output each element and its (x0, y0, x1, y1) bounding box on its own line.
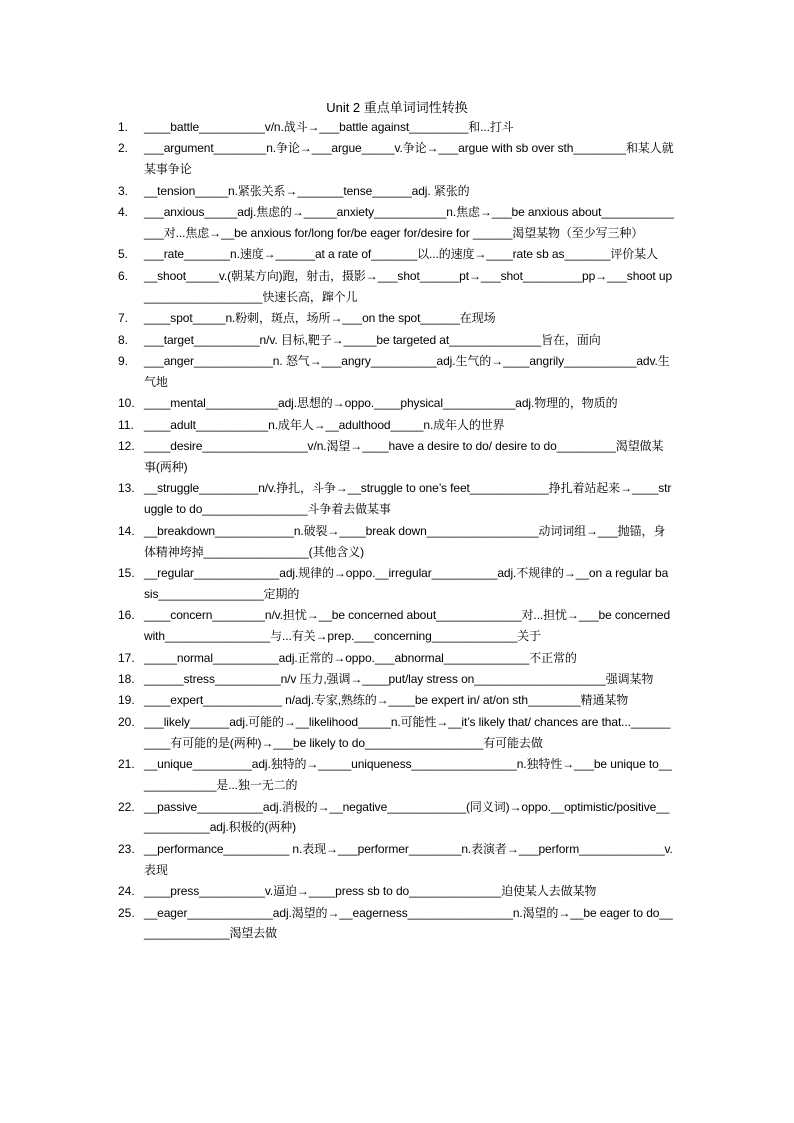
item-number: 17. (118, 650, 135, 665)
list-item (118, 393, 674, 414)
item-number: 25. (118, 905, 135, 920)
item-number: 5. (118, 247, 129, 262)
item-text: ______stress__________n/v 压力,强调→____put/lay stress on____________________强调某物 (144, 672, 654, 687)
item-text: ____spot_____n.粉刺，斑点，场所→___on the spot______在现场 (144, 311, 496, 326)
item-number: 15. (118, 566, 135, 581)
item-number: 20. (118, 714, 135, 729)
list-item (118, 415, 674, 436)
item-number: 16. (118, 608, 135, 623)
item-text: ___argument________n.争论→___argue_____v.争论→___argue with sb over sth________和某人就某事争论 (144, 141, 674, 177)
item-text: ____concern________n/v.担忧→__be concerned about_____________对...担忧→___be concerned with________________与...有关→prep.___concerning_____________关于 (144, 608, 671, 644)
item-number: 12. (118, 439, 135, 454)
item-number: 9. (118, 353, 129, 368)
item-number: 19. (118, 693, 135, 708)
item-text: ____adult___________n.成年人→__adulthood_____n.成年人的世界 (144, 417, 505, 432)
item-number: 3. (118, 183, 129, 198)
item-text: __struggle_________n/v.挣扎，斗争→__struggle to one’s feet____________挣扎着站起来→____struggle to do________________斗争着去做某事 (144, 481, 672, 517)
item-text: ____expert____________ n/adj.专家,熟练的→____be expert in/ at/on sth________精通某物 (144, 693, 629, 708)
list-item (118, 881, 674, 902)
item-text: ___rate_______n.速度→______at a rate of_______以...的速度→____rate sb as_______评价某人 (144, 247, 658, 262)
list-item (118, 797, 674, 839)
item-number: 7. (118, 311, 129, 326)
list-item (118, 669, 674, 690)
item-text: _____normal__________adj.正常的→oppo.___abnormal_____________不正常的 (144, 650, 577, 665)
item-number: 18. (118, 672, 135, 687)
list-item (118, 478, 674, 520)
item-number: 14. (118, 523, 135, 538)
list-item (118, 605, 674, 647)
item-text: ____press__________v.逼迫→____press sb to do______________迫使某人去做某物 (144, 884, 597, 899)
item-number: 1. (118, 120, 129, 134)
list-item (118, 138, 674, 180)
item-text: ___target__________n/v. 目标,靶子→_____be targeted at______________旨在，面向 (144, 332, 601, 347)
item-number: 10. (118, 396, 135, 411)
list-item (118, 521, 674, 563)
item-text: __tension_____n.紧张关系→_______tense______adj. 紧张的 (144, 183, 470, 198)
list-item (118, 648, 674, 669)
item-number: 8. (118, 332, 129, 347)
list-item (118, 244, 674, 265)
item-text: __eager_____________adj.渴望的→__eagerness________________n.渴望的→__be eager to do_______________渴望去做 (144, 905, 673, 941)
page-title: Unit 2 重点单词词性转换 (326, 100, 468, 115)
item-text: __breakdown____________n.破裂→____break down_________________动词词组→___抛锚，身体精神垮掉________________(其他含义) (144, 523, 666, 559)
item-text: __passive__________adj.消极的→__negative____________(同义词)→oppo.__optimistic/positive____________adj.积极的(两种) (144, 799, 670, 835)
item-number: 24. (118, 884, 135, 899)
item-text: __performance__________ n.表现→___performer________n.表演者→___perform_____________v.表现 (144, 841, 673, 877)
item-number: 11. (118, 417, 134, 432)
list-item (118, 754, 674, 796)
list-item (118, 181, 674, 202)
list-item (118, 690, 674, 711)
list-item (118, 117, 674, 138)
item-text: __unique_________adj.独特的→_____uniqueness________________n.独特性→___be unique to_____________是...独一无二的 (144, 757, 672, 793)
vocabulary-list (118, 117, 674, 945)
item-text: ____battle__________v/n.战斗→___battle against_________和...打斗 (144, 120, 514, 134)
item-text: ___anger____________n. 怒气→___angry__________adj.生气的→____angrily___________adv.生气地 (144, 353, 670, 389)
item-text: __regular_____________adj.规律的→oppo.__irregular__________adj.不规律的→__on a regular basis________________定期的 (144, 566, 669, 601)
list-item (118, 308, 674, 329)
item-number: 23. (118, 841, 135, 856)
item-text: ____mental___________adj.思想的→oppo.____physical___________adj.物理的，物质的 (144, 396, 618, 411)
list-item (118, 351, 674, 393)
list-item (118, 202, 674, 244)
item-number: 4. (118, 205, 129, 220)
list-item (118, 712, 674, 754)
item-number: 21. (118, 757, 135, 772)
list-item (118, 839, 674, 881)
item-text: __shoot_____v.(朝某方向)跑，射击，摄影→___shot______pt→___shot_________pp→___shoot up__________________快速长高，蹿个儿 (144, 268, 673, 304)
item-text: ___anxious_____adj.焦虑的→_____anxiety___________n.焦虑→___be anxious about______________对...焦虑→__be anxious for/long for/be eager for/desire for ______渴望某物（至少写三种） (144, 205, 674, 241)
item-number: 6. (118, 268, 129, 283)
list-item (118, 563, 674, 605)
item-text: ___likely______adj.可能的→__likelihood_____n.可能性→__it’s likely that/ chances are that...__________有可能的是(两种)→___be likely to do__________________有可能去做 (144, 714, 671, 750)
list-item (118, 436, 674, 478)
item-number: 13. (118, 481, 135, 496)
item-number: 22. (118, 799, 135, 814)
item-text: ____desire________________v/n.渴望→____have a desire to do/ desire to do_________渴望做某事(两种) (144, 439, 664, 474)
item-number: 2. (118, 141, 129, 156)
list-item (118, 903, 674, 945)
list-item (118, 330, 674, 351)
list-item (118, 266, 674, 308)
